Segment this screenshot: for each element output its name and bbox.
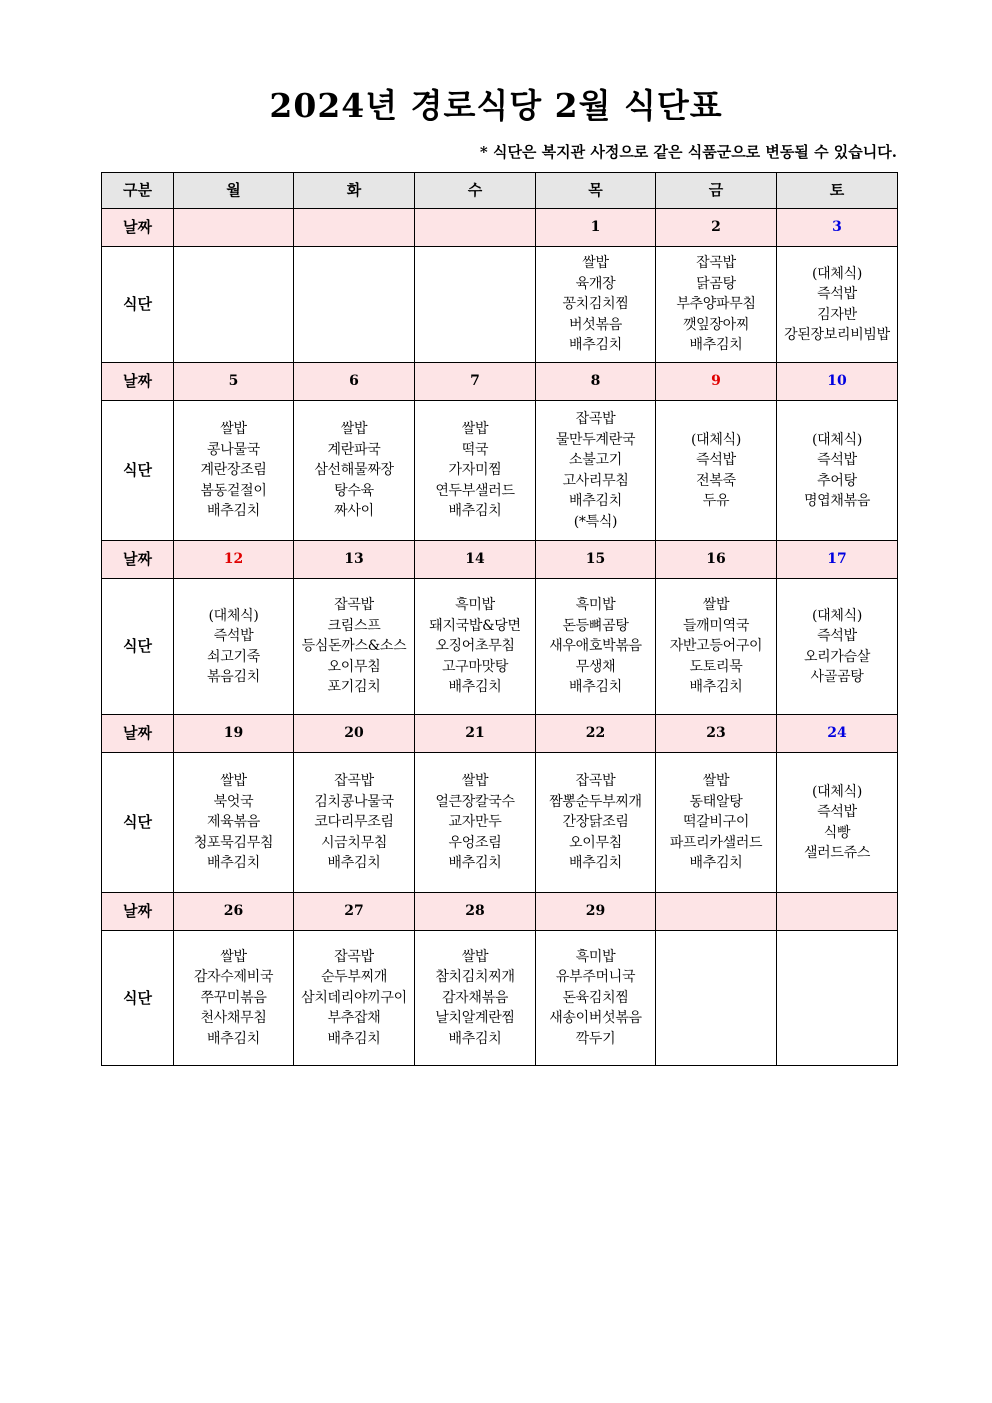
menu-item: 쌀밥	[220, 948, 247, 965]
date-row-label: 날짜	[102, 893, 174, 931]
menu-item: 돈육김치찜	[562, 989, 629, 1006]
meal-cell-tue	[294, 401, 415, 541]
menu-item: 참치김치찌개	[435, 969, 515, 986]
date-cell-mon: 5	[174, 363, 294, 401]
menu-item: 배추김치	[689, 679, 743, 696]
menu-item: 즉석밥	[817, 628, 857, 644]
meal-cell-wed	[415, 753, 536, 893]
menu-item: 배추김치	[327, 1030, 381, 1047]
date-cell-sat: 24	[777, 715, 898, 753]
meal-cell-sat	[777, 247, 898, 363]
meal-cell-tue	[294, 247, 415, 363]
date-cell-tue: 20	[294, 715, 415, 753]
menu-item: 계란파국	[327, 441, 381, 458]
menu-item: 쇠고기죽	[207, 648, 260, 665]
menu-item: 포기김치	[327, 679, 381, 696]
menu-item: 오징어초무침	[435, 638, 515, 655]
date-cell-sat	[777, 893, 898, 931]
menu-item: 즉석밥	[696, 452, 736, 468]
menu-item: 북엇국	[213, 793, 254, 810]
date-cell-wed: 21	[415, 715, 536, 753]
date-cell-mon: 26	[174, 893, 294, 931]
meal-cell-mon	[174, 579, 294, 715]
meal-cell-sat	[777, 931, 898, 1066]
date-row	[102, 893, 898, 931]
date-cell-tue: 6	[294, 363, 415, 401]
meal-cell-tue	[294, 931, 415, 1066]
menu-item: 도토리묵	[689, 658, 743, 675]
date-cell-thu: 8	[536, 363, 656, 401]
menu-item: 배추김치	[448, 855, 502, 872]
date-cell-tue: 27	[294, 893, 415, 931]
menu-item: 부추양파무침	[676, 296, 756, 313]
menu-item: 배추김치	[448, 503, 502, 520]
menu-table	[101, 172, 898, 1066]
date-cell-sat: 10	[777, 363, 898, 401]
meal-row	[102, 931, 898, 1066]
meal-cell-wed	[415, 247, 536, 363]
date-cell-mon: 19	[174, 715, 294, 753]
menu-item: 무생채	[575, 658, 616, 675]
menu-item: 연두부샐러드	[435, 482, 515, 499]
menu-item: 쌀밥	[702, 597, 730, 614]
date-cell-thu: 29	[536, 893, 656, 931]
date-cell-fri: 9	[656, 363, 777, 401]
menu-item: (대체식)	[812, 431, 862, 448]
header-cell-thu: 목	[536, 173, 656, 209]
menu-item: (대체식)	[812, 607, 862, 624]
meal-row-label: 식단	[102, 753, 174, 893]
meal-cell-mon	[174, 401, 294, 541]
menu-item: 잡곡밥	[334, 948, 374, 965]
menu-item: 사골곰탕	[810, 669, 864, 685]
date-row-label: 날짜	[102, 541, 174, 579]
meal-cell-sat	[777, 401, 898, 541]
date-cell-mon	[174, 209, 294, 247]
menu-item: 새송이버섯볶음	[549, 1010, 642, 1027]
menu-item: 쌀밥	[461, 421, 489, 438]
menu-item: 크림스프	[327, 617, 381, 634]
menu-item: 배추김치	[207, 503, 260, 520]
menu-item: 고사리무침	[562, 472, 629, 489]
menu-item: 쌀밥	[220, 773, 247, 790]
menu-item: 배추김치	[689, 855, 743, 872]
menu-item: 배추김치	[207, 1030, 260, 1047]
date-cell-wed: 7	[415, 363, 536, 401]
menu-item: 자반고등어구이	[669, 638, 763, 655]
menu-item: 돈등뼈곰탕	[562, 617, 629, 634]
menu-item: 배추김치	[207, 855, 260, 872]
menu-item: (대체식)	[208, 607, 259, 624]
menu-item: 잡곡밥	[575, 773, 616, 790]
menu-item: 식빵	[823, 824, 851, 841]
meal-cell-thu	[536, 247, 656, 363]
menu-item: 들깨미역국	[682, 617, 750, 634]
menu-item: 감자수제비국	[193, 969, 274, 986]
menu-item: 쌀밥	[702, 773, 730, 790]
menu-item: 파프리카샐러드	[669, 834, 763, 851]
menu-item: 교자만두	[448, 814, 502, 831]
menu-item: 배추김치	[327, 855, 381, 872]
menu-item: 즉석밥	[817, 804, 857, 820]
date-row-label: 날짜	[102, 363, 174, 401]
header-cell-category: 구분	[102, 173, 174, 209]
menu-item: 꽁치김치찜	[562, 296, 629, 313]
meal-row	[102, 579, 898, 715]
meal-cell-mon	[174, 931, 294, 1066]
menu-item: 유부주머니국	[555, 969, 636, 986]
menu-item: 두유	[702, 493, 730, 509]
meal-row-label: 식단	[102, 931, 174, 1066]
menu-item: 배추김치	[448, 679, 502, 696]
date-cell-sat: 3	[777, 209, 898, 247]
menu-item: 배추김치	[569, 855, 622, 872]
menu-item: 돼지국밥&당면	[429, 617, 521, 634]
header-cell-sat: 토	[777, 173, 898, 209]
date-cell-thu: 22	[536, 715, 656, 753]
meal-cell-fri	[656, 753, 777, 893]
menu-item: 소불고기	[569, 452, 622, 468]
header-cell-mon: 월	[174, 173, 294, 209]
meal-cell-tue	[294, 753, 415, 893]
menu-item: (*특식)	[573, 513, 618, 530]
menu-item: 떡국	[461, 441, 489, 458]
menu-item: 배추김치	[569, 337, 622, 354]
menu-item: 명엽채볶음	[803, 493, 871, 509]
meal-row	[102, 401, 898, 541]
date-row	[102, 363, 898, 401]
menu-item: 배추김치	[689, 337, 743, 354]
menu-item: 부추잡채	[327, 1010, 381, 1027]
menu-item: 콩나물국	[207, 441, 260, 458]
menu-item: 쌀밥	[340, 421, 368, 438]
menu-item: 배추김치	[569, 493, 622, 509]
date-row-label: 날짜	[102, 209, 174, 247]
menu-item: 추어탕	[817, 472, 857, 489]
meal-row-label: 식단	[102, 247, 174, 363]
menu-item: 쌀밥	[220, 421, 247, 438]
meal-cell-fri	[656, 401, 777, 541]
date-row	[102, 209, 898, 247]
menu-item: 오이무침	[569, 834, 622, 851]
header-cell-fri: 금	[656, 173, 777, 209]
date-cell-fri	[656, 893, 777, 931]
meal-cell-thu	[536, 579, 656, 715]
menu-item: 흑미밥	[455, 597, 495, 614]
meal-row-label: 식단	[102, 401, 174, 541]
menu-item: 날치알계란찜	[435, 1010, 515, 1027]
menu-item: 천사채무침	[200, 1010, 267, 1027]
meal-cell-mon	[174, 247, 294, 363]
meal-row	[102, 753, 898, 893]
menu-item: (대체식)	[691, 431, 741, 448]
menu-item: 청포묵김무침	[193, 834, 274, 851]
menu-item: 볶음김치	[207, 669, 260, 685]
menu-item: 얼큰장칼국수	[435, 793, 515, 810]
date-row	[102, 541, 898, 579]
menu-item: 가자미찜	[448, 462, 502, 479]
menu-item: 코다리무조림	[314, 814, 394, 831]
menu-item: 삼치데리야끼구이	[301, 989, 407, 1006]
page-title: 2024년 경로식당 2월 식단표	[269, 86, 723, 125]
date-row	[102, 715, 898, 753]
menu-item: 닭곰탕	[696, 275, 736, 292]
menu-item: 잡곡밥	[334, 597, 374, 614]
date-cell-fri: 16	[656, 541, 777, 579]
meal-cell-thu	[536, 753, 656, 893]
menu-item: 버섯볶음	[569, 316, 622, 333]
meal-cell-fri	[656, 247, 777, 363]
menu-item: 즉석밥	[817, 286, 857, 302]
menu-item: 순두부찌개	[320, 969, 388, 986]
meal-row-label: 식단	[102, 579, 174, 715]
menu-item: 오이무침	[327, 658, 381, 675]
date-row-label: 날짜	[102, 715, 174, 753]
meal-cell-wed	[415, 931, 536, 1066]
menu-item: 잡곡밥	[696, 255, 736, 272]
date-cell-thu: 15	[536, 541, 656, 579]
menu-item: 김자반	[817, 306, 857, 323]
menu-item: 전복죽	[696, 472, 736, 489]
date-cell-wed: 14	[415, 541, 536, 579]
menu-item: 잡곡밥	[575, 411, 616, 427]
meal-cell-fri	[656, 931, 777, 1066]
menu-item: 새우애호박볶음	[549, 638, 642, 655]
menu-item: 깍두기	[575, 1030, 616, 1047]
menu-item: 탕수육	[334, 482, 374, 499]
menu-item: 김치콩나물국	[314, 793, 394, 810]
date-cell-wed: 28	[415, 893, 536, 931]
menu-item: 등심돈까스&소스	[301, 638, 407, 655]
date-cell-fri: 2	[656, 209, 777, 247]
menu-item: 흑미밥	[575, 948, 616, 965]
menu-item: 우엉조림	[448, 834, 502, 851]
menu-item: 물만두계란국	[555, 431, 636, 448]
meal-cell-mon	[174, 753, 294, 893]
header-cell-tue: 화	[294, 173, 415, 209]
menu-item: 강된장보리비빔밥	[784, 327, 890, 343]
meal-cell-fri	[656, 579, 777, 715]
menu-item: 흑미밥	[575, 597, 616, 614]
meal-cell-sat	[777, 753, 898, 893]
meal-row	[102, 247, 898, 363]
date-cell-thu: 1	[536, 209, 656, 247]
date-cell-fri: 23	[656, 715, 777, 753]
menu-item: 동태알탕	[689, 793, 743, 810]
menu-item: 고구마맛탕	[441, 658, 509, 675]
menu-item: 감자채볶음	[441, 989, 509, 1006]
date-cell-wed	[415, 209, 536, 247]
menu-item: 짜사이	[334, 503, 374, 520]
menu-item: (대체식)	[812, 265, 862, 282]
menu-item: 잡곡밥	[334, 773, 374, 790]
menu-item: (대체식)	[812, 783, 862, 800]
menu-item: 간장닭조림	[562, 814, 629, 831]
meal-cell-wed	[415, 579, 536, 715]
menu-item: 계란장조림	[200, 462, 267, 479]
header-cell-wed: 수	[415, 173, 536, 209]
header-row	[102, 173, 898, 209]
meal-cell-thu	[536, 931, 656, 1066]
menu-item: 육개장	[575, 275, 616, 292]
menu-item: 쌀밥	[461, 773, 489, 790]
meal-cell-thu	[536, 401, 656, 541]
menu-item: 쭈꾸미볶음	[200, 989, 267, 1006]
menu-item: 쌀밥	[582, 255, 609, 272]
date-cell-tue	[294, 209, 415, 247]
menu-item: 배추김치	[448, 1030, 502, 1047]
menu-item: 삼선해물짜장	[314, 462, 394, 479]
menu-item: 즉석밥	[213, 628, 254, 644]
menu-item: 즉석밥	[817, 452, 857, 468]
menu-item: 오리가슴살	[803, 648, 871, 665]
menu-item: 제육볶음	[207, 814, 260, 831]
date-cell-tue: 13	[294, 541, 415, 579]
menu-item: 짬뽕순두부찌개	[549, 793, 642, 810]
menu-item: 배추김치	[569, 679, 622, 696]
notice-text: * 식단은 복지관 사정으로 같은 식품군으로 변동될 수 있습니다.	[479, 143, 897, 161]
menu-item: 떡갈비구이	[682, 814, 750, 831]
menu-item: 봄동겉절이	[200, 482, 267, 499]
meal-cell-tue	[294, 579, 415, 715]
meal-cell-wed	[415, 401, 536, 541]
date-cell-mon: 12	[174, 541, 294, 579]
date-cell-sat: 17	[777, 541, 898, 579]
menu-item: 샐러드쥬스	[803, 845, 871, 861]
menu-item: 쌀밥	[461, 948, 489, 965]
menu-item: 깻잎장아찌	[682, 316, 750, 333]
menu-item: 시금치무침	[320, 834, 388, 851]
meal-cell-sat	[777, 579, 898, 715]
